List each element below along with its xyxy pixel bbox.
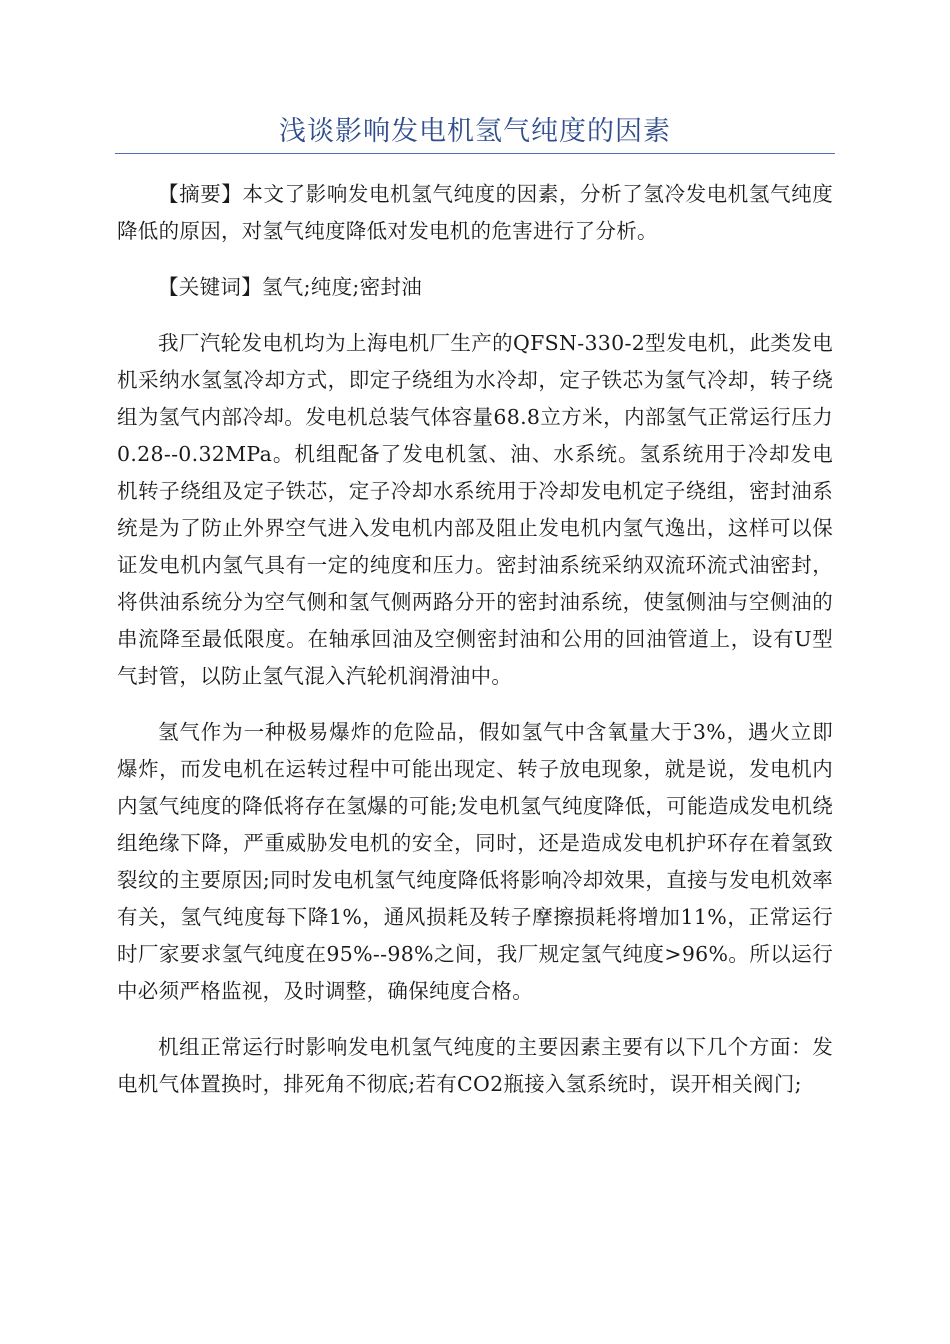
document-body bbox=[117, 176, 833, 1122]
body-paragraph: 氢气作为一种极易爆炸的危险品，假如氢气中含氧量大于3%，遇火立即爆炸，而发电机在运转过程中可能出现定、转子放电现象，就是说，发电机内内氢气纯度的降低将存在氢爆的可能;发电机氢气纯度降低，可能造成发电机绕组绝缘下降，严重威胁发电机的安全，同时，还是造成发电机护环存在着氢致裂纹的主要原因;同时发电机氢气纯度降低将影响冷却效果，直接与发电机效率有关，氢气纯度每下降1%，通风损耗及转子摩擦损耗将增加11%，正常运行时厂家要求氢气纯度在95%--98%之间，我厂规定氢气纯度>96%。所以运行中必须严格监视，及时调整，确保纯度合格。 bbox=[117, 720, 833, 1003]
keywords-paragraph: 【关键词】氢气;纯度;密封油 bbox=[158, 275, 423, 299]
abstract-paragraph: 【摘要】本文了影响发电机氢气纯度的因素，分析了氢冷发电机氢气纯度降低的原因，对氢气纯度降低对发电机的危害进行了分析。 bbox=[117, 182, 833, 243]
body-paragraph: 我厂汽轮发电机均为上海电机厂生产的QFSN-330-2型发电机，此类发电机采纳水氢氢冷却方式，即定子绕组为水冷却，定子铁芯为氢气冷却，转子绕组为氢气内部冷却。发电机总装气体容量68.8立方米，内部氢气正常运行压力0.28--0.32MPa。机组配备了发电机氢、油、水系统。氢系统用于冷却发电机转子绕组及定子铁芯，定子冷却水系统用于冷却发电机定子绕组，密封油系统是为了防止外界空气进入发电机内部及阻止发电机内氢气逸出，这样可以保证发电机内氢气具有一定的纯度和压力。密封油系统采纳双流环流式油密封，将供油系统分为空气侧和氢气侧两路分开的密封油系统，使氢侧油与空侧油的串流降至最低限度。在轴承回油及空侧密封油和公用的回油管道上，设有U型气封管，以防止氢气混入汽轮机润滑油中。 bbox=[117, 331, 833, 688]
document-title: 浅谈影响发电机氢气纯度的因素 bbox=[279, 116, 671, 147]
body-paragraph: 机组正常运行时影响发电机氢气纯度的主要因素主要有以下几个方面：发电机气体置换时，排死角不彻底;若有CO2瓶接入氢系统时，误开相关阀门; bbox=[117, 1035, 833, 1096]
title-underline bbox=[115, 153, 835, 154]
